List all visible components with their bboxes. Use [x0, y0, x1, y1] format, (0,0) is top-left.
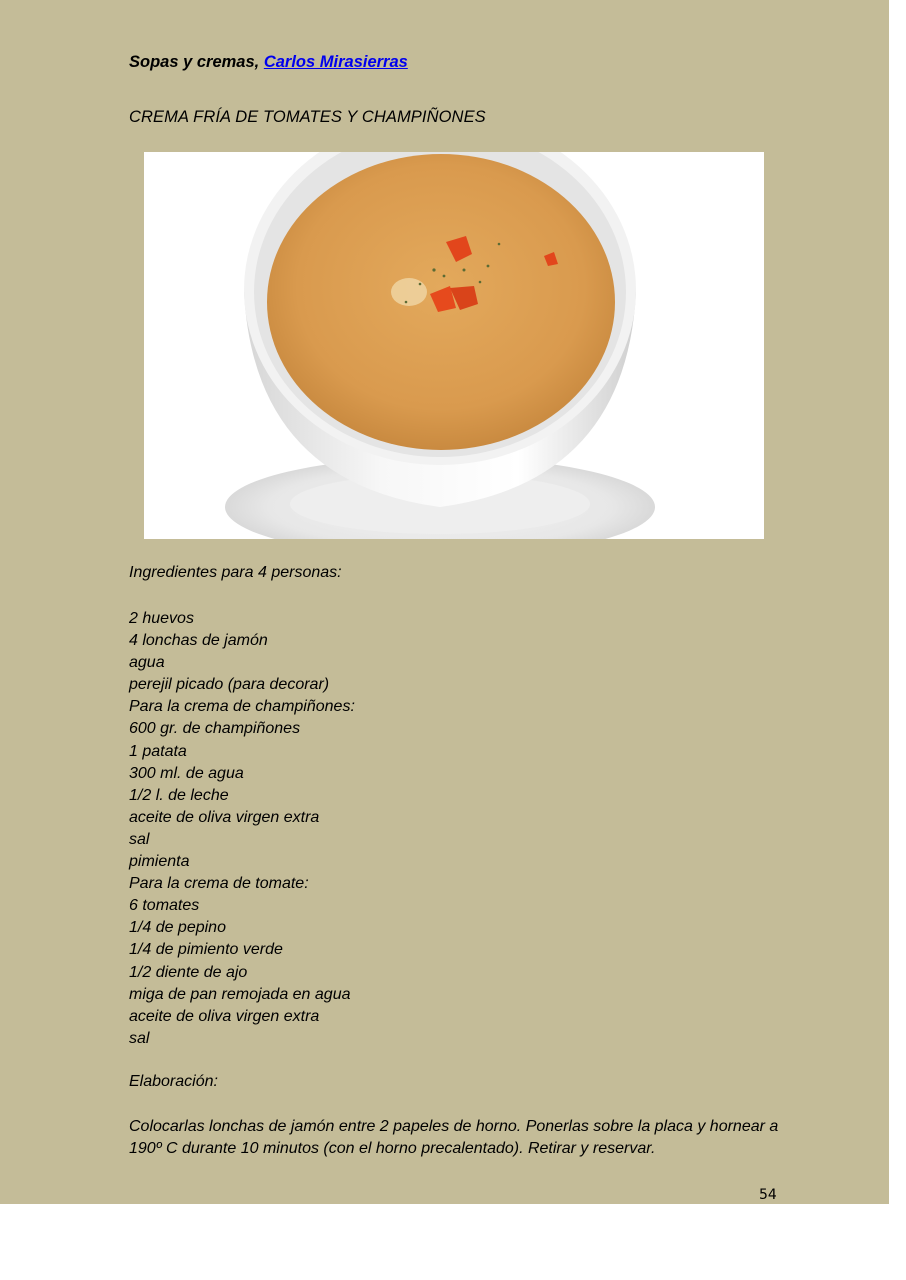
elaboration-heading: Elaboración:: [129, 1073, 218, 1090]
author-link[interactable]: Carlos Mirasierras: [263, 53, 408, 71]
list-item: aceite de oliva virgen extra: [129, 1007, 320, 1025]
list-item: agua: [129, 654, 165, 672]
ingredients-heading: Ingredientes para 4 personas:: [129, 564, 342, 581]
header-section-title: Sopas y cremas,: [129, 53, 264, 71]
list-item: perejil picado (para decorar): [129, 676, 330, 694]
list-item: 1 patata: [129, 742, 187, 760]
list-item: sal: [129, 830, 150, 848]
list-item: aceite de oliva virgen extra: [129, 808, 320, 826]
list-item: pimienta: [129, 853, 190, 871]
soup-photo: [144, 152, 764, 539]
list-item: sal: [129, 1029, 150, 1047]
list-item: 1/2 diente de ajo: [129, 963, 248, 981]
page-header: [129, 53, 408, 72]
list-item: 2 huevos: [129, 610, 194, 627]
elaboration-paragraph: Colocarlas lonchas de jamón entre 2 papeles de horno. Ponerlas sobre la placa y hornear a 190º C durante 10 minutos (con el horno precalentado). Retirar y reservar.: [129, 1118, 779, 1158]
list-item: miga de pan remojada en agua: [129, 985, 351, 1003]
list-item: 600 gr. de champiñones: [129, 720, 301, 738]
list-item: Para la crema de champiñones:: [129, 698, 355, 716]
list-item: 4 lonchas de jamón: [129, 632, 268, 650]
list-item: 1/2 l. de leche: [129, 786, 229, 804]
page-number: 54: [759, 1187, 777, 1203]
list-item: 1/4 de pepino: [129, 919, 226, 937]
ingredients-list: [129, 608, 355, 1050]
bowl-of-soup-photo: [144, 152, 764, 539]
list-item: 300 ml. de agua: [129, 764, 244, 782]
list-item: 1/4 de pimiento verde: [129, 941, 283, 959]
list-item: Para la crema de tomate:: [129, 875, 309, 893]
recipe-title: CREMA FRÍA DE TOMATES Y CHAMPIÑONES: [129, 108, 486, 126]
list-item: 6 tomates: [129, 897, 200, 915]
